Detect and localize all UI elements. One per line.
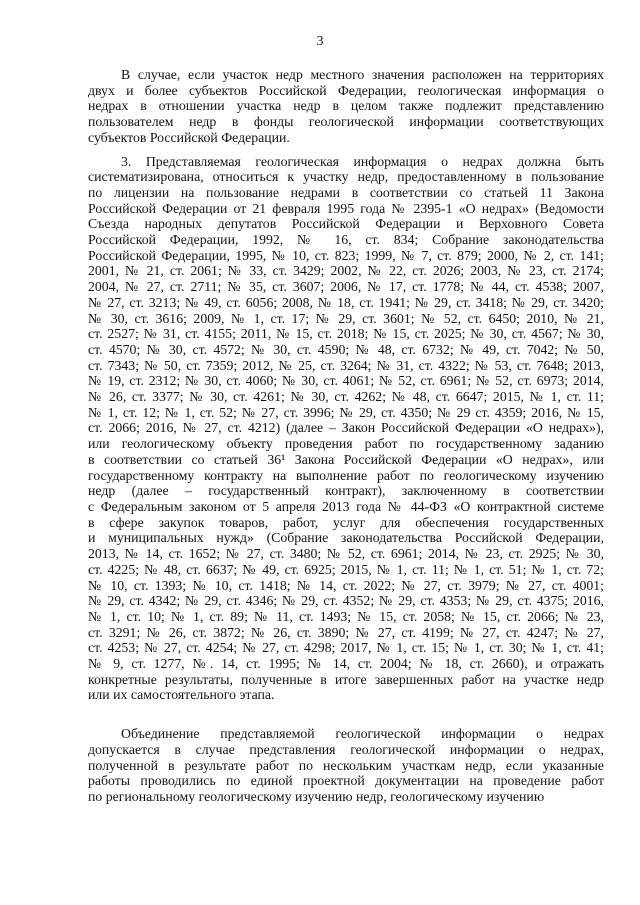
text-line: 2013, № 14, ст. 1652; № 27, ст. 3480; № 52, ст. 6961; 2014, № 23, ст. 2925; № 30, [88,546,604,562]
text-line: по лицензии на пользование недрами в соответствии со статьей 11 Закона [88,184,604,200]
text-line: работы проводились по единой проектной документации на проведение работ [88,773,604,789]
text-line: № 1, ст. 12; № 1, ст. 52; № 27, ст. 3996; № 29, ст. 4350; № 29 ст. 4359; 2016, № 15, [88,404,604,420]
text-line: недрах в отношении участка недр в целом также подлежит представлению [88,98,604,114]
text-line: двух и более субъектов Российской Федерации, геологическая информация о [88,82,604,98]
text-line: пользователем недр в фонды геологической информации соответствующих [88,114,604,130]
text-line: ст. 3291; № 26, ст. 3872; № 26, ст. 3890; № 27, ст. 4199; № 27, ст. 4247; № 27, [88,624,604,640]
text-line: субъектов Российской Федерации. [88,129,290,145]
text-line: ст. 4570; № 30, ст. 4572; № 30, ст. 4590; № 48, ст. 6732; № 49, ст. 7042; № 50, [88,341,604,357]
text-line: допускается в случае представления геологической информации о недрах, [88,741,604,757]
paragraph-2 [88,154,604,704]
text-line: № 27, ст. 3213; № 49, ст. 6056; 2008, № 18, ст. 1941; № 29, ст. 3418; № 29, ст. 3420; [88,294,604,310]
text-line: или геологическому объекту проведения работ по государственному заданию [88,436,604,452]
text-line: № 1, ст. 10; № 1, ст. 89; № 11, ст. 1493; № 15, ст. 2058; № 15, ст. 2066; № 23, [88,608,604,624]
text-line: ст. 4225; № 48, ст. 6637; № 49, ст. 6925; 2015, № 1, ст. 11; № 1, ст. 51; № 1, ст. 72; [88,561,604,577]
paragraph-3 [88,726,604,805]
text-line: Объединение представляемой геологической информации о недрах [121,726,604,742]
text-line: ст. 4253; № 27, ст. 4254; № 27, ст. 4298; 2017, № 1, ст. 15; № 1, ст. 30; № 1, ст. 41; [88,640,604,656]
text-line: Съезда народных депутатов Российской Федерации и Верховного Совета [88,216,604,232]
text-line: № 29, ст. 4342; № 29, ст. 4346; № 29, ст. 4352; № 29, ст. 4353; № 29, ст. 4375; 2016, [88,593,604,609]
text-line: недр (далее – государственный контракт), заключенному в соответствии [88,483,604,499]
text-line: по региональному геологическому изучению недр, геологическому изучению [88,788,545,804]
text-line: 2001, № 21, ст. 2061; № 33, ст. 3429; 2002, № 22, ст. 2026; 2003, № 23, ст. 2174; [88,263,604,279]
text-line: В случае, если участок недр местного значения расположен на территориях [121,67,604,82]
text-line: конкретные результаты, полученные в итоге завершенных работ на участке недр [88,671,604,687]
text-line: Российской Федерации, 1992, № 16, ст. 834; Собрание законодательства [88,232,604,248]
text-line: и муниципальных нужд» (Собрание законодательства Российской Федерации, [88,530,604,546]
text-line: ст. 2527; № 31, ст. 4155; 2011, № 15, ст. 2018; № 15, ст. 2025; № 30, ст. 4567; № 30, [88,326,604,342]
text-line: с Федеральным законом от 5 апреля 2013 года № 44-ФЗ «О контрактной системе [88,498,604,514]
page-number: 3 [316,34,324,49]
text-line: ст. 2066; 2016, № 27, ст. 4212) (далее – Закон Российской Федерации «О недрах»), [88,420,604,436]
text-line: или их самостоятельного этапа. [88,687,275,703]
text-line: 2004, № 27, ст. 2711; № 35, ст. 3607; 2006, № 17, ст. 1778; № 44, ст. 4538; 2007, [88,279,604,295]
text-line: в сфере закупок товаров, работ, услуг для обеспечения государственных [88,514,604,530]
text-line: в соответствии со статьей 36¹ Закона Российской Федерации «О недрах», или [88,451,604,467]
text-line: № 9, ст. 1277, №. 14, ст. 1995; № 14, ст. 2004; № 18, ст. 2660), и отражать [88,656,604,672]
text-line: № 10, ст. 1393; № 10, ст. 1418; № 14, ст. 2022; № 27, ст. 3979; № 27, ст. 4001; [88,577,604,593]
text-line: № 19, ст. 2312; № 30, ст. 4060; № 30, ст. 4061; № 52, ст. 6961; № 52, ст. 6973; 2014, [88,373,604,389]
text-line: систематизирована, относиться к участку недр, предоставленному в пользование [88,169,604,185]
text-line: 3. Представляемая геологическая информация о недрах должна быть [121,153,604,169]
paragraph-1 [88,67,604,146]
document-body [88,58,604,805]
text-line: Российской Федерации, 1995, № 10, ст. 823; 1999, № 7, ст. 879; 2000, № 2, ст. 141; [88,247,604,263]
text-line: государственному контракту на выполнение работ по геологическому изучению [88,467,604,483]
text-line: № 26, ст. 3377; № 30, ст. 4261; № 30, ст. 4262; № 48, ст. 6647; 2015, № 1, ст. 11; [88,389,604,405]
text-line: Российской Федерации от 21 февраля 1995 года № 2395-1 «О недрах» (Ведомости [88,200,604,216]
text-line: № 30, ст. 3616; 2009, № 1, ст. 17; № 29, ст. 3601; № 52, ст. 6450; 2010, № 21, [88,310,604,326]
text-line: полученной в результате работ по нескольким участкам недр, если указанные [88,757,604,773]
text-line: ст. 7343; № 50, ст. 7359; 2012, № 25, ст. 3264; № 31, ст. 4322; № 53, ст. 7648; 2013, [88,357,604,373]
